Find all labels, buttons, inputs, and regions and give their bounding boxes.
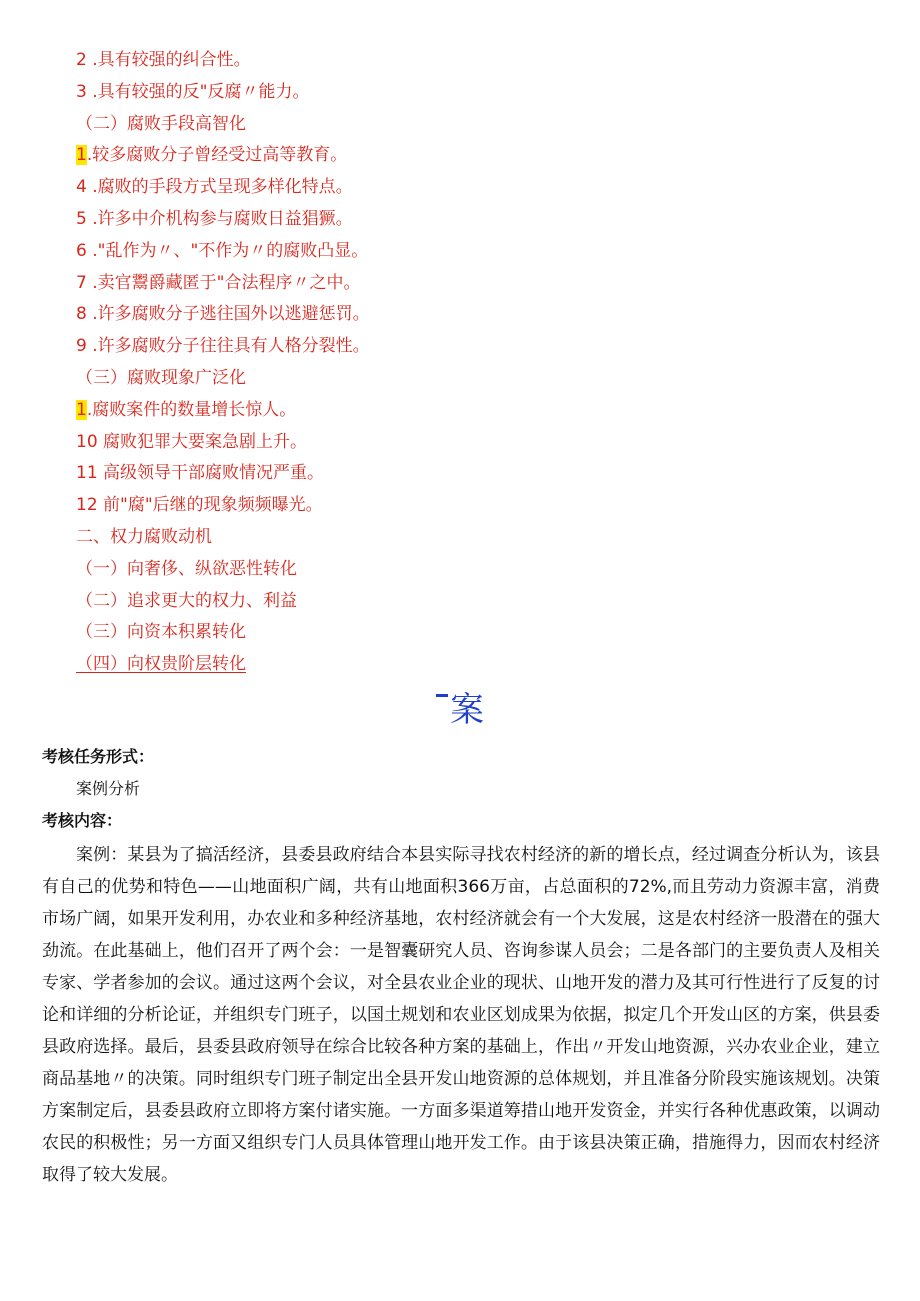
list-item-text: （四）向权贵阶层转化	[76, 654, 246, 675]
list-item-text: .较多腐败分子曾经受过高等教育。	[86, 145, 348, 166]
list-item-text: 9 .许多腐败分子往往具有人格分裂性。	[76, 336, 370, 357]
list-item	[76, 399, 296, 421]
list-item	[76, 208, 353, 230]
list-item-text: （二）腐败手段高智化	[76, 113, 246, 134]
list-item-text: 8 .许多腐败分子逃往国外以逃避惩罚。	[76, 304, 370, 325]
list-item	[76, 335, 370, 357]
list-item	[76, 272, 360, 294]
list-item	[76, 240, 368, 262]
list-item	[76, 49, 251, 71]
list-item-text: （二）追求更大的权力、利益	[76, 590, 297, 611]
list-item	[76, 303, 370, 325]
list-item-text: （三）向资本积累转化	[76, 622, 246, 643]
list-item-text: 6 ."乱作为〃、"不作为〃的腐败凸显。	[76, 240, 369, 261]
list-item-text: 3 .具有较强的反"反腐〃能力。	[76, 81, 310, 102]
list-item-text: 10 腐败犯罪大要案急剧上升。	[76, 431, 308, 452]
form-label: 考核任务形式：	[42, 747, 155, 766]
heading-text: 案	[450, 690, 484, 730]
heading-mark	[436, 694, 448, 697]
list-item	[76, 590, 297, 612]
list-item	[76, 81, 309, 103]
list-item	[76, 558, 297, 580]
list-item	[76, 621, 246, 643]
list-item-text: （一）向奢侈、纵欲恶性转化	[76, 558, 297, 579]
list-item	[76, 113, 246, 135]
list-item	[76, 653, 246, 675]
highlighted-number: 1	[76, 145, 87, 166]
list-item-text: 2 .具有较强的纠合性。	[76, 50, 251, 70]
form-value: 案例分析	[76, 779, 141, 798]
list-item	[76, 144, 347, 166]
list-item-text: 7 .卖官鬻爵藏匿于"合法程序〃之中。	[76, 272, 361, 293]
list-item-text: （三）腐败现象广泛化	[76, 368, 246, 388]
list-item-text: 5 .许多中介机构参与腐败日益猖獗。	[76, 209, 353, 229]
list-item	[76, 462, 324, 484]
list-item-text: 12 前"腐"后继的现象频频曝光。	[76, 495, 323, 516]
highlighted-number: 1	[76, 399, 87, 420]
list-item-text: .腐败案件的数量增长惊人。	[86, 399, 297, 420]
list-item-text: 11 高级领导干部腐败情况严重。	[76, 463, 325, 484]
list-item	[76, 526, 212, 548]
case-paragraph: 案例：某县为了搞活经济，县委县政府结合本县实际寻找农村经济的新的增长点，经过调查分析认为，该县有自己的优势和特色——山地面积广阔，共有山地面积366万亩，占总面积的72%,而且劳动力资源丰富，消费市场广阔，如果开发利用，办农业和多种经济基地，农村经济就会有一个大发展，这是农村经济一股潜在的强大劲流。在此基础上，他们召开了两个会：一是智囊研究人员、咨询参谋人员会；二是各部门的主要负责人及相关专家、学者参加的会议。通过这两个会议，对全县农业企业的现状、山地开发的潜力及其可行性进行了反复的讨论和详细的分析论证，并组织专门班子，以国土规划和农业区划成果为依据，拟定几个开发山区的方案，供县委县政府选择。最后，县委县政府领导在综合比较各种方案的基础上，作出〃开发山地资源，兴办农业企业，建立商品基地〃的决策。同时组织专门班子制定出全县开发山地资源的总体规划，并且准备分阶段实施该规划。决策方案制定后，县委县政府立即将方案付诸实施。一方面多渠道筹措山地开发资金，并实行各种优惠政策，以调动农民的积极性；另一方面又组织专门人员具体管理山地开发工作。由于该县决策正确，措施得力，因而农村经济取得了较大发展。	[42, 845, 880, 1185]
content-label: 考核内容：	[42, 811, 123, 830]
list-item	[76, 176, 353, 198]
list-item-text: 二、权力腐败动机	[76, 527, 212, 547]
list-item	[76, 431, 307, 453]
list-item-text: 4 .腐败的手段方式呈现多样化特点。	[76, 177, 353, 198]
section-heading	[0, 688, 920, 732]
list-item	[76, 494, 323, 516]
list-item	[76, 367, 246, 389]
